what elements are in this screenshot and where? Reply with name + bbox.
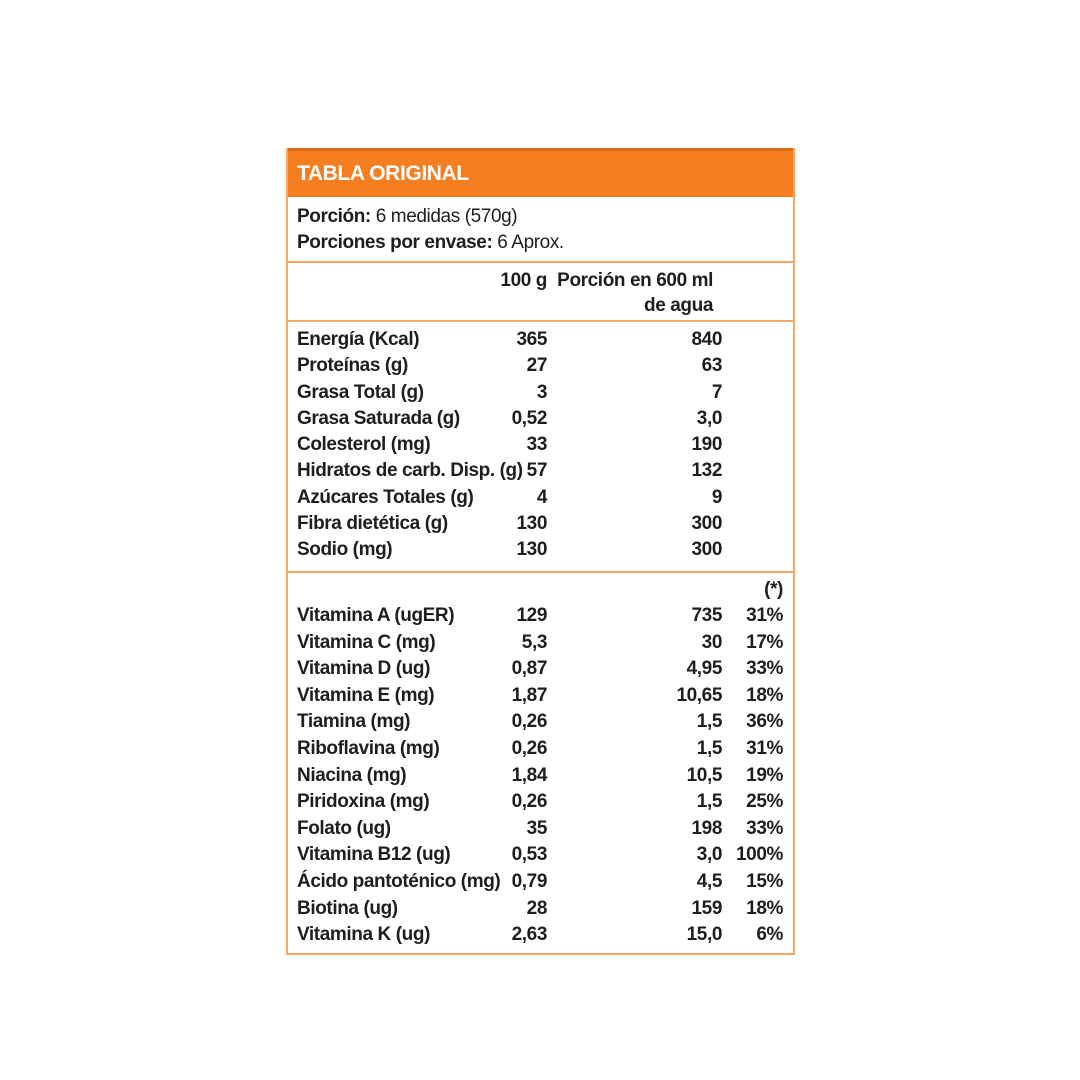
value-per-portion: 3,0 (696, 844, 722, 866)
nutrient-name: Grasa Saturada (g) (297, 407, 460, 429)
column-headers (288, 263, 793, 322)
vitamin-row (297, 763, 783, 790)
servings-line (297, 230, 783, 256)
nutrient-name: Sodio (mg) (297, 539, 393, 561)
value-per-100g: 0,26 (511, 791, 547, 813)
value-per-portion: 4,95 (686, 658, 722, 680)
value-per-portion: 4,5 (696, 870, 722, 892)
value-per-portion: 840 (691, 329, 722, 350)
nutrient-row (297, 380, 783, 406)
value-per-100g: 0,87 (511, 658, 547, 680)
nutrient-row (297, 432, 783, 458)
value-per-100g: 1,87 (511, 684, 547, 706)
col-header-portion-line1: Porción en 600 ml (557, 270, 713, 291)
value-per-100g: 0,52 (511, 407, 547, 429)
value-per-100g: 0,26 (511, 711, 547, 733)
vitamin-row (297, 816, 783, 843)
vitamin-name: Ácido pantoténico (mg) (297, 870, 501, 892)
percent-dv: 15% (746, 870, 783, 892)
value-per-100g: 130 (516, 539, 547, 561)
percent-note-row (297, 576, 783, 603)
value-per-100g: 129 (516, 605, 547, 626)
servings-label: Porciones por envase: (297, 232, 493, 253)
value-per-100g: 4 (536, 486, 547, 508)
vitamin-name: Piridoxina (mg) (297, 791, 430, 813)
nutrient-row (297, 458, 783, 484)
value-per-100g: 33 (526, 434, 547, 456)
nutrient-name: Fibra dietética (g) (297, 513, 448, 535)
value-per-portion: 1,5 (696, 791, 722, 813)
value-per-portion: 300 (691, 539, 722, 561)
vitamin-name: Tiamina (mg) (297, 711, 411, 733)
vitamin-row (297, 922, 783, 949)
value-per-100g: 27 (526, 355, 547, 377)
percent-dv: 36% (746, 711, 783, 733)
value-per-portion: 735 (691, 605, 722, 626)
table-title-bar (288, 148, 793, 197)
nutrient-row (297, 406, 783, 432)
vitamin-name: Niacina (mg) (297, 764, 407, 786)
value-per-100g: 5,3 (521, 631, 547, 653)
value-per-portion: 15,0 (686, 924, 722, 946)
nutrient-row (297, 353, 783, 379)
vitamin-name: Riboflavina (mg) (297, 737, 440, 759)
nutrient-row (297, 485, 783, 511)
percent-dv: 18% (746, 684, 783, 706)
vitamin-row (297, 789, 783, 816)
nutrient-row (297, 537, 783, 563)
portion-value: 6 medidas (570g) (375, 206, 518, 227)
value-per-100g: 130 (516, 513, 547, 535)
nutrient-name: Energía (Kcal) (297, 329, 420, 350)
percent-dv: 6% (756, 924, 783, 946)
value-per-100g: 0,53 (511, 844, 547, 866)
vitamin-name: Vitamina E (mg) (297, 684, 435, 706)
col-header-portion-line2: de agua (644, 295, 713, 316)
value-per-portion: 1,5 (696, 711, 722, 733)
nutrient-row (297, 511, 783, 537)
portion-line (297, 204, 783, 230)
vitamin-row (297, 603, 783, 630)
value-per-portion: 3,0 (696, 407, 722, 429)
vitamin-row (297, 736, 783, 763)
value-per-portion: 1,5 (696, 737, 722, 759)
vitamin-name: Vitamina D (ug) (297, 658, 430, 680)
vitamin-row (297, 709, 783, 736)
value-per-100g: 57 (526, 460, 547, 482)
value-per-100g: 0,79 (511, 870, 547, 892)
value-per-100g: 35 (526, 817, 547, 839)
percent-dv: 18% (746, 897, 783, 919)
vitamin-section (288, 573, 793, 953)
nutrient-rows (288, 322, 793, 573)
value-per-portion: 132 (691, 460, 722, 482)
value-per-100g: 0,26 (511, 737, 547, 759)
value-per-portion: 7 (711, 381, 722, 403)
percent-dv: 31% (746, 737, 783, 759)
vitamin-row (297, 842, 783, 869)
nutrient-row (297, 327, 783, 353)
vitamin-row (297, 630, 783, 657)
vitamin-name: Vitamina B12 (ug) (297, 844, 451, 866)
percent-dv: 100% (736, 844, 783, 866)
percent-dv: 25% (746, 791, 783, 813)
percent-dv: 33% (746, 817, 783, 839)
vitamin-rows (297, 603, 783, 949)
value-per-100g: 28 (526, 897, 547, 919)
nutrient-name: Azúcares Totales (g) (297, 486, 474, 508)
vitamin-name: Biotina (ug) (297, 897, 398, 919)
value-per-portion: 198 (691, 817, 722, 839)
value-per-portion: 9 (711, 486, 722, 508)
col-header-portion (547, 268, 783, 320)
value-per-portion: 190 (691, 434, 722, 456)
vitamin-row (297, 683, 783, 710)
value-per-portion: 300 (691, 513, 722, 535)
nutrient-name: Colesterol (mg) (297, 434, 431, 456)
portion-info-section (288, 197, 793, 263)
vitamin-row (297, 656, 783, 683)
value-per-portion: 10,65 (676, 684, 722, 706)
percent-dv: 31% (746, 605, 783, 626)
portion-label: Porción: (297, 206, 371, 227)
vitamin-name: Vitamina C (mg) (297, 631, 436, 653)
value-per-portion: 63 (701, 355, 722, 377)
percent-note: (*) (764, 579, 783, 600)
vitamin-row (297, 869, 783, 896)
nutrition-table (286, 148, 795, 955)
value-per-portion: 159 (691, 897, 722, 919)
col-header-100g: 100 g (500, 270, 547, 291)
vitamin-name: Vitamina K (ug) (297, 924, 430, 946)
nutrient-name: Hidratos de carb. Disp. (g) (297, 460, 523, 482)
value-per-100g: 365 (516, 329, 547, 350)
vitamin-row (297, 896, 783, 923)
value-per-portion: 30 (701, 631, 722, 653)
value-per-100g: 2,63 (511, 924, 547, 946)
percent-dv: 19% (746, 764, 783, 786)
vitamin-name: Vitamina A (ugER) (297, 605, 455, 626)
value-per-100g: 3 (536, 381, 547, 403)
value-per-portion: 10,5 (686, 764, 722, 786)
vitamin-name: Folato (ug) (297, 817, 391, 839)
percent-dv: 17% (746, 631, 783, 653)
value-per-100g: 1,84 (511, 764, 547, 786)
nutrient-name: Proteínas (g) (297, 355, 408, 377)
servings-value: 6 Aprox. (497, 232, 564, 253)
table-title: TABLA ORIGINAL (297, 162, 469, 185)
nutrient-name: Grasa Total (g) (297, 381, 424, 403)
percent-dv: 33% (746, 658, 783, 680)
